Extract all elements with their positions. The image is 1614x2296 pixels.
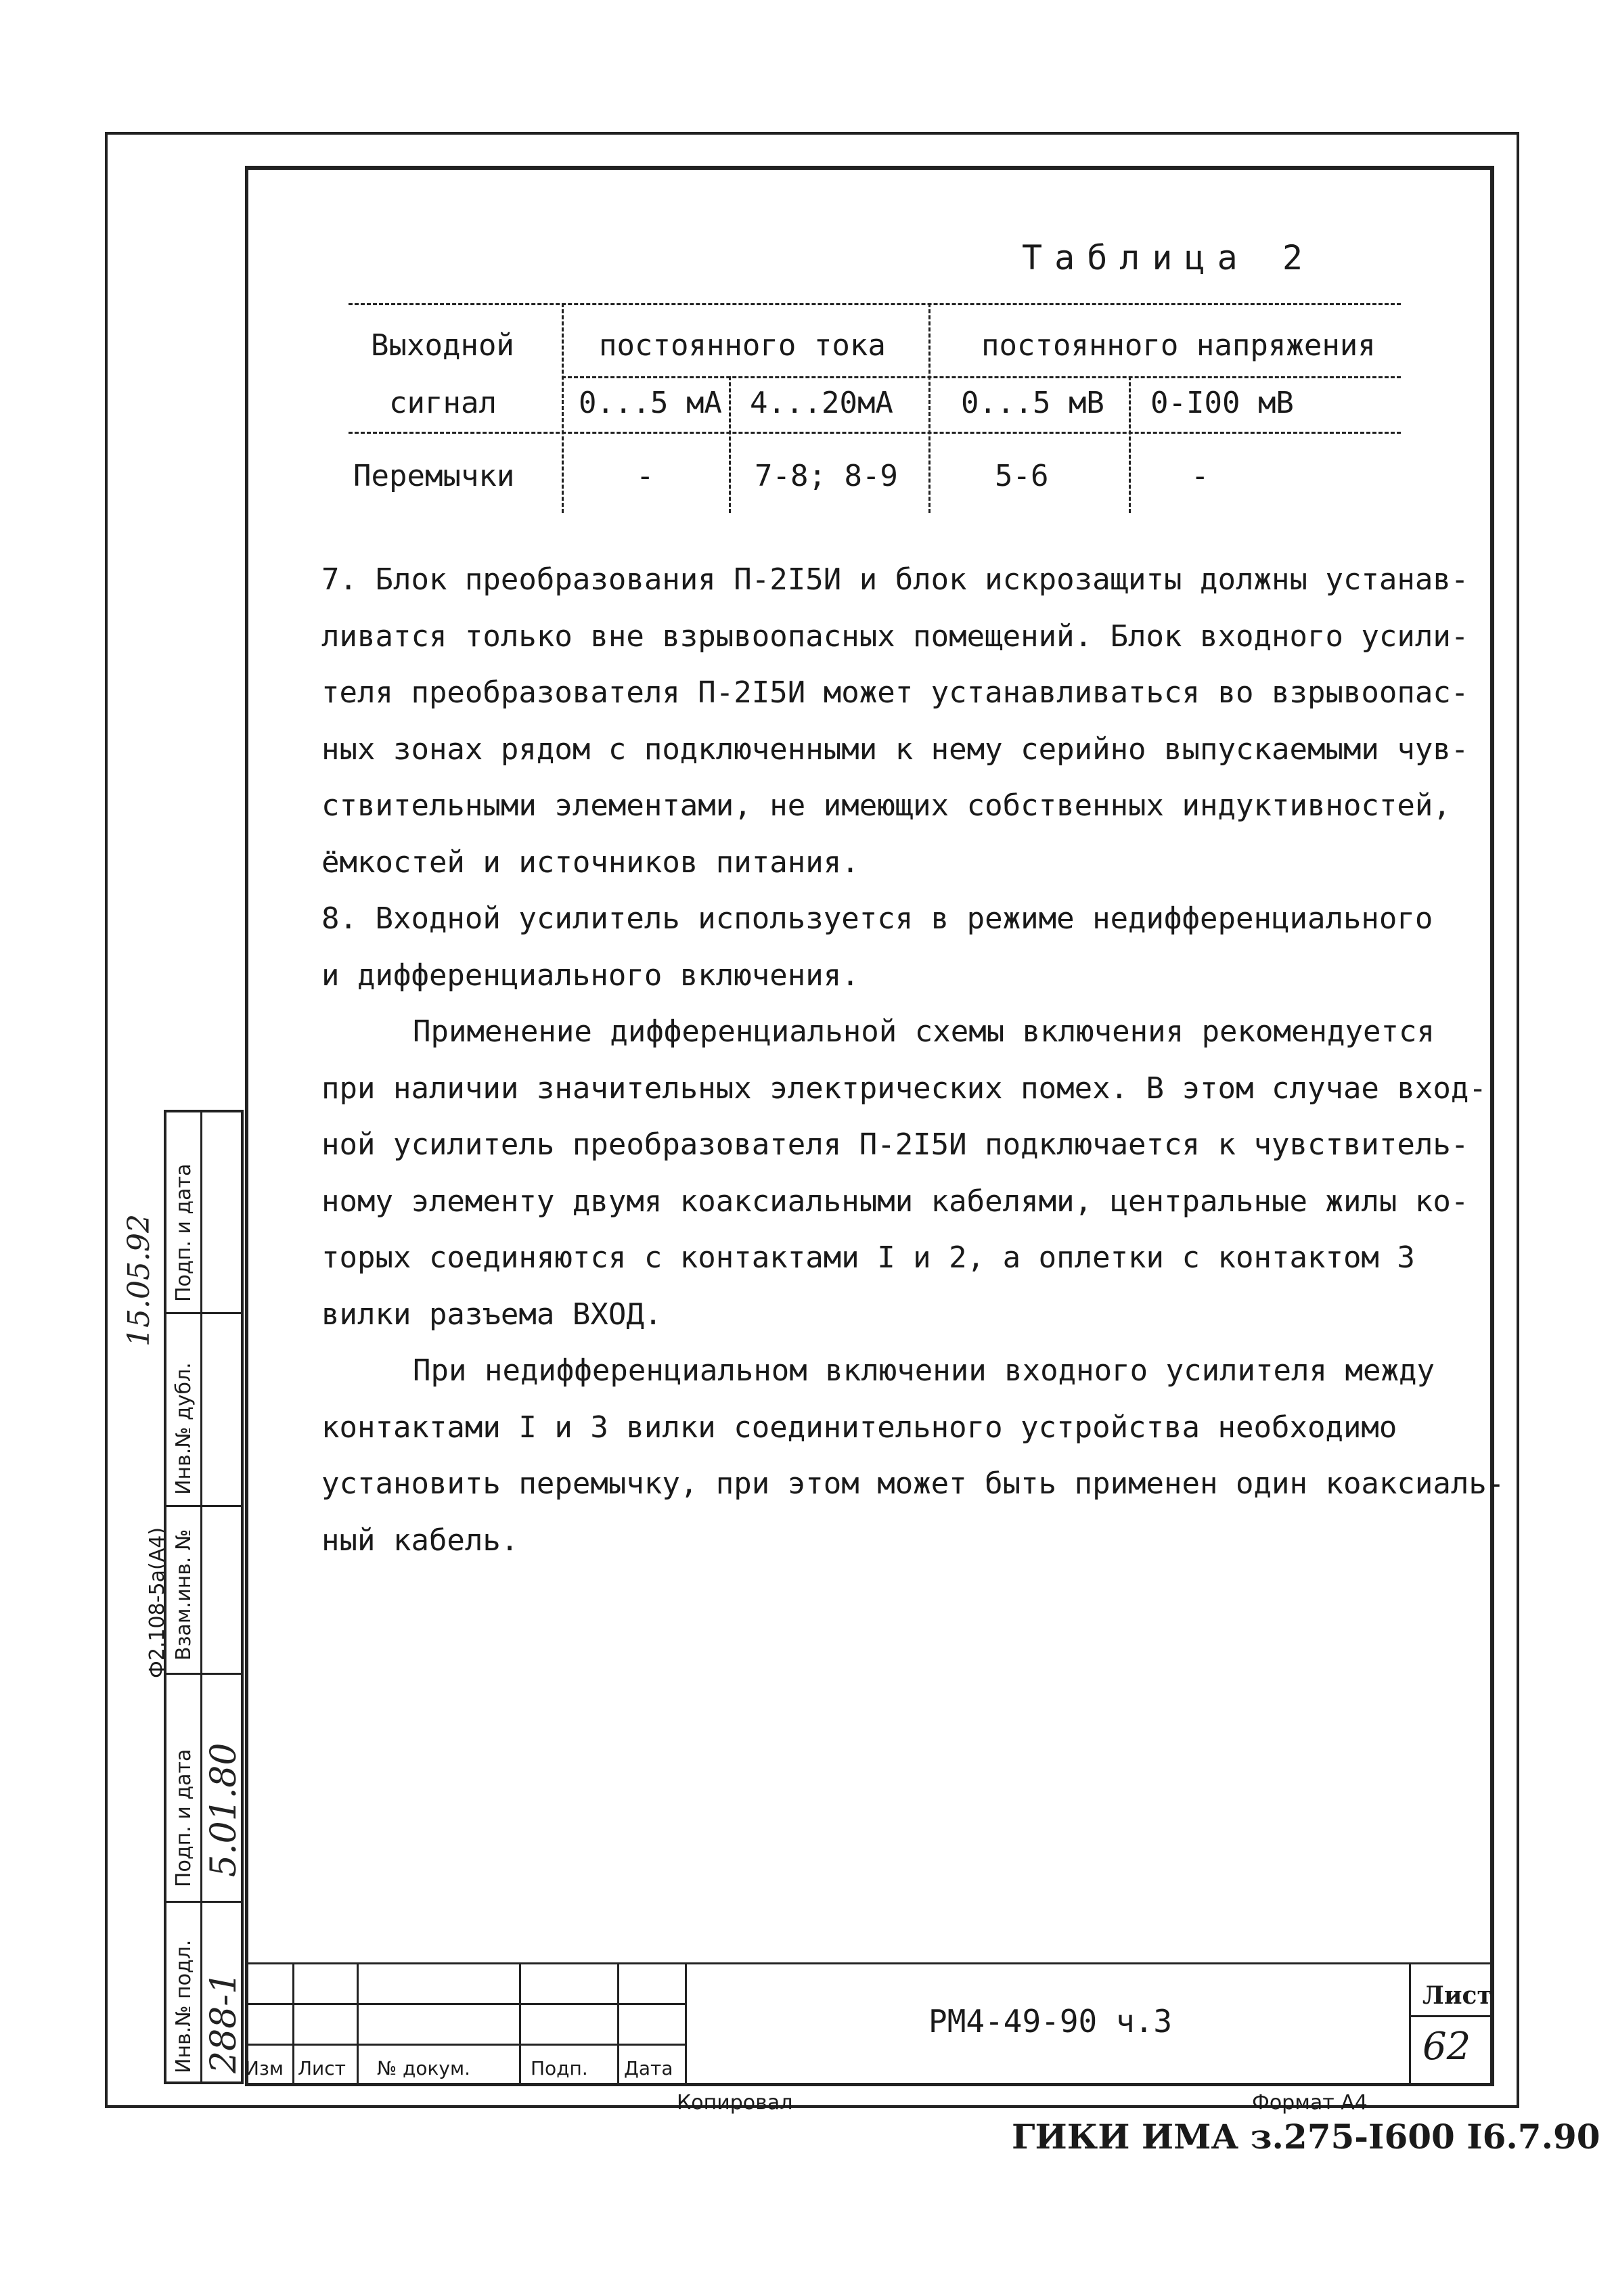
sheet-label: Лист bbox=[1422, 1981, 1492, 2010]
title-block bbox=[245, 1962, 1494, 2086]
text-line: Применение дифференциальной схемы включения рекомендуется bbox=[413, 1014, 1435, 1049]
table-vline-1 bbox=[562, 303, 564, 513]
table-vline-3 bbox=[928, 303, 931, 513]
tb-col bbox=[292, 1962, 294, 2086]
sheet-number: 62 bbox=[1422, 2025, 1471, 2069]
text-line: При недифференциальном включении входного усилителя между bbox=[413, 1353, 1435, 1388]
text-line: вилки разъема ВХОД. bbox=[321, 1297, 663, 1332]
text-line: 8. Входной усилитель используется в режиме недифференциального bbox=[321, 901, 1433, 936]
tb-header-date: Дата bbox=[624, 2057, 673, 2079]
footer-copied: Копировал bbox=[677, 2091, 793, 2115]
tb-header-change: Изм bbox=[245, 2057, 284, 2079]
stamp-label-original-inv: Инв.№ подл. bbox=[172, 1939, 196, 2073]
stamp-row-divider bbox=[166, 1505, 241, 1507]
stamp-label-dup-inv: Инв.№ дубл. bbox=[172, 1362, 196, 1495]
format-code: Ф2.108-5а(А4) bbox=[145, 1527, 169, 1678]
text-line: ёмкостей и источников питания. bbox=[321, 845, 859, 880]
handwritten-signature-date: 15.05.92 bbox=[122, 1214, 156, 1347]
stamp-label-replace-inv: Взам.инв. № bbox=[172, 1529, 196, 1661]
tb-col bbox=[519, 1962, 521, 2086]
tb-header-doc-no: № докум. bbox=[377, 2057, 471, 2079]
header-signal-label: сигнал bbox=[389, 386, 497, 420]
text-line: ной усилитель преобразователя П-2I5И подключается к чувствитель- bbox=[321, 1127, 1469, 1162]
text-line: при наличии значительных электрических помех. В этом случае вход- bbox=[321, 1071, 1487, 1106]
tb-col bbox=[617, 1962, 619, 2086]
stamp-row-divider bbox=[166, 1312, 241, 1314]
stamp-label-sign-date: Подп. и дата bbox=[172, 1749, 196, 1887]
text-line: ливатся только вне взрывоопасных помещений. Блок входного усили- bbox=[321, 618, 1469, 654]
header-voltage-0-5: 0...5 мВ bbox=[961, 386, 1104, 420]
left-stamp bbox=[164, 1110, 244, 2084]
stamp-row-divider bbox=[166, 1673, 241, 1675]
tb-col bbox=[357, 1962, 359, 2086]
table-caption: Таблица 2 bbox=[1022, 238, 1315, 277]
jumper-value: 7-8; 8-9 bbox=[755, 459, 898, 493]
text-line: ствительными элементами, не имеющих собственных индуктивностей, bbox=[321, 788, 1451, 823]
footer-print-info: ГИКИ ИМА з.275-I600 I6.7.90 bbox=[1012, 2117, 1600, 2157]
table-header-rule bbox=[349, 432, 1401, 434]
document-code: РМ4-49-90 ч.3 bbox=[928, 2003, 1173, 2040]
header-direct-voltage: постоянного напряжения bbox=[981, 328, 1376, 363]
handwritten-inv-number: 288-1 bbox=[204, 1972, 244, 2073]
tb-header-sheet: Лист bbox=[298, 2057, 346, 2079]
body-text bbox=[321, 552, 1505, 1569]
row-jumpers-label: Перемычки bbox=[353, 459, 515, 493]
jumper-value: - bbox=[1191, 459, 1209, 493]
header-output-label: Выходной bbox=[371, 328, 514, 363]
text-line: контактами I и 3 вилки соединительного устройства необходимо bbox=[321, 1410, 1397, 1445]
text-line: установить перемычку, при этом может быть применен один коаксиаль- bbox=[321, 1466, 1505, 1501]
stamp-row-divider bbox=[166, 1901, 241, 1903]
stamp-label-sign-date-2: Подп. и дата bbox=[172, 1163, 196, 1302]
text-line: торых соединяются с контактами I и 2, а оплетки с контактом 3 bbox=[321, 1240, 1415, 1275]
header-voltage-0-100: 0-I00 мВ bbox=[1150, 386, 1294, 420]
text-line: 7. Блок преобразования П-2I5И и блок искрозащиты должны устанав- bbox=[321, 562, 1469, 597]
header-direct-current: постоянного тока bbox=[599, 328, 886, 363]
stamp-col-divider bbox=[200, 1112, 202, 2081]
text-line: ный кабель. bbox=[321, 1523, 519, 1558]
tb-header-signature: Подп. bbox=[531, 2057, 588, 2079]
tb-col bbox=[685, 1962, 687, 2086]
table-subheader-rule bbox=[562, 376, 1401, 378]
footer-format: Формат А4 bbox=[1252, 2091, 1368, 2115]
header-current-0-5: 0...5 мА bbox=[579, 386, 722, 420]
handwritten-date: 5.01.80 bbox=[204, 1742, 244, 1877]
jumper-value: 5-6 bbox=[995, 459, 1049, 493]
text-line: ных зонах рядом с подключенными к нему серийно выпускаемыми чув- bbox=[321, 731, 1469, 767]
table-vline-4 bbox=[1129, 376, 1131, 513]
header-current-4-20: 4...20мА bbox=[750, 386, 893, 420]
text-line: теля преобразователя П-2I5И может устанавливаться во взрывоопас- bbox=[321, 675, 1469, 710]
table-top-rule bbox=[349, 303, 1401, 305]
table-vline-2 bbox=[729, 376, 731, 513]
tb-rule bbox=[245, 1962, 1494, 1964]
text-line: ному элементу двумя коаксиальными кабелями, центральные жилы ко- bbox=[321, 1184, 1469, 1219]
text-line: и дифференциального включения. bbox=[321, 958, 859, 993]
jumper-value: - bbox=[636, 459, 654, 493]
